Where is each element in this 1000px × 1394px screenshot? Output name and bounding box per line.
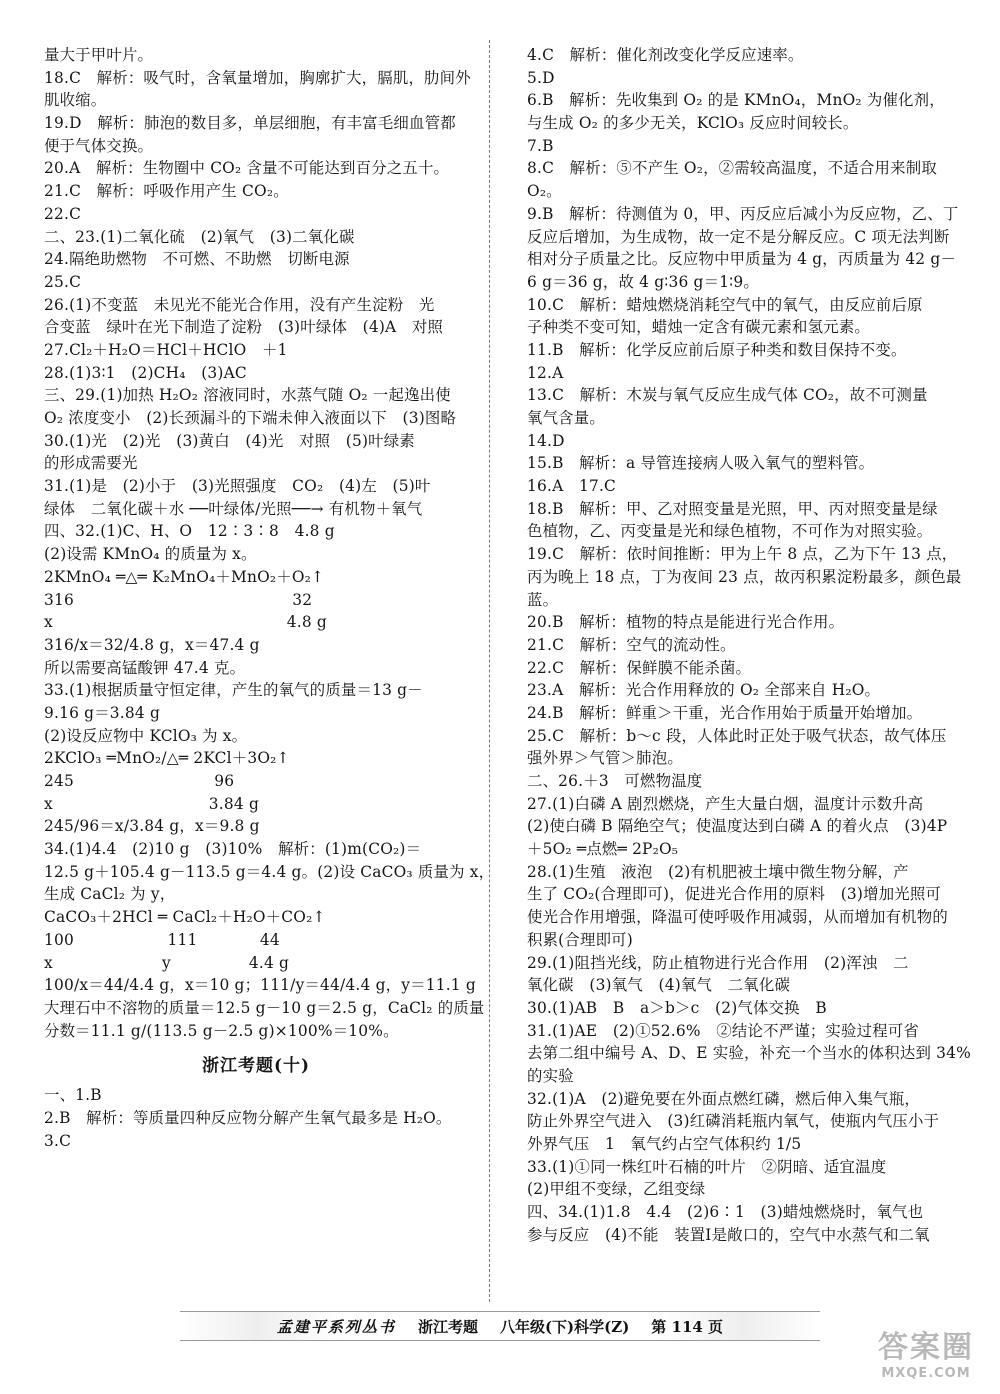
answer-line: 积累(合理即可) bbox=[527, 930, 633, 949]
answer-line: 25.C 解析：b～c 段，人体此时正处于吸气状态，故气体压 bbox=[527, 726, 947, 745]
answer-line: 2.B 解析：等质量四种反应物分解产生氧气最多是 H₂O。 bbox=[44, 1108, 452, 1127]
watermark-bottom: MXQE.COM bbox=[881, 1366, 971, 1381]
answer-line: 28.(1)生殖 液泡 (2)有机肥被土壤中微生物分解，产 bbox=[527, 862, 909, 881]
left-column bbox=[44, 44, 495, 1152]
answer-line: 27.Cl₂＋H₂O＝HCl＋HClO ＋1 bbox=[44, 340, 288, 359]
answer-line: 30.(1)AB B a＞b＞c (2)气体交换 B bbox=[527, 998, 827, 1017]
answer-line: 18.C 解析：吸气时，含氧量增加，胸廓扩大，膈肌，肋间外 bbox=[44, 68, 471, 87]
answer-line: 去第二组中编号 A、D、E 实验，补充一个当水的体积达到 34% bbox=[527, 1044, 971, 1063]
answer-line: 24.隔绝助燃物 不可燃、不助燃 切断电源 bbox=[44, 250, 350, 269]
answer-line: 9.B 解析：待测值为 0，甲、丙反应后减小为反应物，乙、丁 bbox=[527, 204, 959, 223]
answer-line: 肌收缩。 bbox=[44, 91, 107, 110]
answer-line: 便于气体交换。 bbox=[44, 136, 154, 155]
answer-line: 外界气压 1 氧气约占空气体积约 1/5 bbox=[527, 1135, 802, 1153]
answer-line: 7.B bbox=[527, 136, 554, 155]
answer-line: 28.(1)3∶1 (2)CH₄ (3)AC bbox=[44, 363, 247, 382]
answer-line: 丙为晚上 18 点，丁为夜间 23 点，故丙积累淀粉最多，颜色最 bbox=[527, 567, 962, 586]
answer-line: 19.D 解析：肺泡的数目多，单层细胞，有丰富毛细血管都 bbox=[44, 114, 456, 133]
answer-line: 15.B 解析：a 导管连接病人吸入氧气的塑料管。 bbox=[527, 454, 875, 473]
answer-line: 32.(1)A (2)避免要在外面点燃红磷，燃后伸入集气瓶， bbox=[527, 1089, 921, 1108]
answer-line: 100 111 44 bbox=[44, 930, 280, 949]
answer-line: 蓝。 bbox=[527, 590, 559, 609]
watermark-logo bbox=[870, 1322, 982, 1382]
answer-line: O₂。 bbox=[527, 182, 562, 201]
answer-line: 18.B 解析：甲、乙对照变量是光照，甲、丙对照变量是绿 bbox=[527, 499, 938, 518]
answer-line: 强外界＞气管＞肺泡。 bbox=[527, 749, 683, 768]
right-column bbox=[527, 44, 971, 1246]
answer-line: 14.D bbox=[527, 431, 565, 450]
answer-line: 生成 CaCl₂ 为 y， bbox=[44, 885, 176, 904]
answer-line: 所以需要高锰酸钾 47.4 克。 bbox=[44, 658, 246, 677]
answer-line: 20.A 解析：生物圈中 CO₂ 含量不可能达到百分之五十。 bbox=[44, 159, 450, 178]
answer-line: (2)设反应物中 KClO₃ 为 x。 bbox=[44, 726, 248, 745]
answer-line: 245/96＝x/3.84 g，x＝9.8 g bbox=[44, 817, 260, 836]
answer-line: 316/x＝32/4.8 g，x＝47.4 g bbox=[44, 635, 260, 654]
footer-page-number: 第 114 页 bbox=[651, 1317, 724, 1336]
answer-line: 大理石中不溶物的质量＝12.5 g－10 g＝2.5 g，CaCl₂ 的质量 bbox=[44, 998, 485, 1017]
answer-line: 绿体 二氧化碳＋水 ──叶绿体/光照──→ 有机物＋氧气 bbox=[44, 499, 423, 518]
answer-line: 27.(1)白磷 A 剧烈燃烧，产生大量白烟，温度计示数升高 bbox=[527, 794, 924, 813]
answer-line: 20.B 解析：植物的特点是能进行光合作用。 bbox=[527, 613, 845, 632]
answer-line: 34.(1)4.4 (2)10 g (3)10% 解析：(1)m(CO₂)＝ bbox=[44, 840, 422, 859]
answer-line: 9.16 g＝3.84 g bbox=[44, 703, 161, 722]
answer-line: O₂ 浓度变小 (2)长颈漏斗的下端未伸入液面以下 (3)图略 bbox=[44, 409, 457, 427]
page-footer bbox=[180, 1311, 820, 1341]
answer-line: 二、23.(1)二氧化硫 (2)氧气 (3)二氧化碳 bbox=[44, 227, 355, 246]
answer-line: 22.C bbox=[44, 204, 82, 223]
answer-line: 2KClO₃ ═MnO₂/△═ 2KCl＋3O₂↑ bbox=[44, 749, 290, 768]
footer-series: 孟建平系列丛书 bbox=[276, 1317, 396, 1336]
answer-line: 6.B 解析：先收集到 O₂ 的是 KMnO₄，MnO₂ 为催化剂， bbox=[527, 91, 945, 110]
answer-line: (2)设需 KMnO₄ 的质量为 x。 bbox=[44, 545, 257, 564]
answer-line: 11.B 解析：化学反应前后原子种类和数目保持不变。 bbox=[527, 340, 907, 359]
answer-line: (2)使白磷 B 隔绝空气；使温度达到白磷 A 的着火点 (3)4P bbox=[527, 817, 948, 836]
answer-line: 一、1.B bbox=[44, 1086, 102, 1105]
answer-line: ＋5O₂ ═点燃═ 2P₂O₅ bbox=[527, 840, 679, 859]
answer-line: 100/x＝44/4.4 g，x＝10 g；111/y＝44/4.4 g，y＝11.1 g bbox=[44, 976, 476, 995]
answer-line: 四、34.(1)1.8 4.4 (2)6∶1 (3)蜡烛燃烧时，氧气也 bbox=[527, 1203, 924, 1222]
answer-line: 防止外界空气进入 (3)红磷消耗瓶内氧气，使瓶内气压小于 bbox=[527, 1112, 940, 1131]
answer-line: 10.C 解析：蜡烛燃烧消耗空气中的氧气，由反应前后原 bbox=[527, 295, 923, 314]
watermark-top: 答案圈 bbox=[878, 1330, 974, 1365]
answer-line: 245 96 bbox=[44, 772, 235, 790]
answer-line: 的形成需要光 bbox=[44, 454, 138, 473]
answer-line: 12.A bbox=[527, 363, 564, 382]
answer-line: 24.B 解析：鲜重＞干重，光合作用始于质量开始增加。 bbox=[527, 703, 923, 722]
answer-line: 30.(1)光 (2)光 (3)黄白 (4)光 对照 (5)叶绿素 bbox=[44, 431, 415, 450]
answer-line: 21.C 解析：呼吸作用产生 CO₂。 bbox=[44, 182, 289, 201]
answer-line: 相对分子质量之比。反应物中甲质量为 4 g，丙质量为 42 g－ bbox=[527, 250, 957, 269]
answer-line: 16.A 17.C bbox=[527, 477, 617, 496]
answer-line: 25.C bbox=[44, 272, 82, 291]
answer-line: 29.(1)阻挡光线，防止植物进行光合作用 (2)浑浊 二 bbox=[527, 953, 909, 972]
answer-line: 6 g＝36 g，故 4 g∶36 g＝1∶9。 bbox=[527, 272, 759, 291]
answer-line: 参与反应 (4)不能 装置Ⅰ是敞口的，空气中水蒸气和二氧 bbox=[527, 1225, 930, 1244]
answer-line: 4.C 解析：催化剂改变化学反应速率。 bbox=[527, 46, 804, 64]
footer-book: 浙江考题 bbox=[417, 1317, 478, 1336]
answer-line: 13.C 解析：木炭与氧气反应生成气体 CO₂，故不可测量 bbox=[527, 386, 928, 405]
answer-line: 分数＝11.1 g/(113.5 g－2.5 g)×100%＝10%。 bbox=[44, 1021, 399, 1040]
footer-grade: 八年级(下)科学(Z) bbox=[499, 1317, 630, 1336]
answer-line: 22.C 解析：保鲜膜不能杀菌。 bbox=[527, 658, 752, 677]
answer-line: 的实验 bbox=[527, 1066, 574, 1085]
answer-line: 8.C 解析：⑤不产生 O₂，②需较高温度，不适合用来制取 bbox=[527, 159, 937, 178]
answer-line: 色植物，乙、丙变量是光和绿色植物，不可作为对照实验。 bbox=[527, 522, 933, 541]
answer-line: 12.5 g＋105.4 g－113.5 g＝4.4 g。(2)设 CaCO₃ 质量为 x， bbox=[44, 862, 495, 881]
answer-line: CaCO₃＋2HCl ═ CaCl₂＋H₂O＋CO₂↑ bbox=[44, 908, 326, 927]
answer-line: 反应后增加，为生成物，故一定不是分解反应。C 项无法判断 bbox=[527, 227, 950, 246]
answer-line: 31.(1)是 (2)小于 (3)光照强度 CO₂ (4)左 (5)叶 bbox=[44, 477, 431, 496]
answer-line: 33.(1)①同一株红叶石楠的叶片 ②阴暗、适宜温度 bbox=[527, 1157, 887, 1176]
answer-line: 26.(1)不变蓝 未见光不能光合作用，没有产生淀粉 光 bbox=[44, 295, 435, 314]
answer-line: x 4.8 g bbox=[44, 613, 327, 632]
answer-line: 31.(1)AE (2)①52.6% ②结论不严谨；实验过程可省 bbox=[527, 1021, 919, 1040]
answer-line: 合变蓝 绿叶在光下制造了淀粉 (3)叶绿体 (4)A 对照 bbox=[44, 318, 444, 337]
answer-line: 三、29.(1)加热 H₂O₂ 溶液同时，水蒸气随 O₂ 一起逸出使 bbox=[44, 386, 451, 405]
answer-line: 23.A 解析：光合作用释放的 O₂ 全部来自 H₂O。 bbox=[527, 681, 881, 700]
column-divider bbox=[489, 40, 490, 1302]
answer-line: x y 4.4 g bbox=[44, 953, 290, 972]
answer-line: 使光合作用增强，降温可使呼吸作用减弱，从而增加有机物的 bbox=[527, 908, 948, 927]
answer-line: 316 32 bbox=[44, 590, 313, 609]
answer-line: 3.C bbox=[44, 1131, 72, 1150]
answer-line: 子种类不变可知，蜡烛一定含有碳元素和氢元素。 bbox=[527, 318, 870, 337]
answer-line: (2)甲组不变绿，乙组变绿 bbox=[527, 1180, 706, 1199]
answer-line: 33.(1)根据质量守恒定律，产生的氧气的质量＝13 g－ bbox=[44, 681, 423, 700]
answer-line: 5.D bbox=[527, 68, 555, 87]
answer-line: 氧化碳 (3)氧气 (4)氧气 二氧化碳 bbox=[527, 976, 791, 995]
answer-line: 量大于甲叶片。 bbox=[44, 46, 154, 64]
answer-line: 生了 CO₂(合理即可)，促进光合作用的原料 (3)增加光照可 bbox=[527, 885, 942, 904]
answer-line: 2KMnO₄ ═△═ K₂MnO₄＋MnO₂＋O₂↑ bbox=[44, 567, 325, 586]
answer-line: 21.C 解析：空气的流动性。 bbox=[527, 635, 736, 654]
answer-line: x 3.84 g bbox=[44, 794, 259, 813]
answer-line: 19.C 解析：依时间推断：甲为上午 8 点，乙为下午 13 点， bbox=[527, 545, 958, 564]
answer-line: 与生成 O₂ 的多少无关，KClO₃ 反应时间较长。 bbox=[527, 114, 859, 133]
section-title: 浙江考题(十) bbox=[201, 1056, 311, 1077]
answer-line: 氧气含量。 bbox=[527, 409, 605, 427]
answer-line: 四、32.(1)C、H、O 12∶3∶8 4.8 g bbox=[44, 522, 335, 541]
answer-line: 二、26.＋3 可燃物温度 bbox=[527, 772, 703, 790]
